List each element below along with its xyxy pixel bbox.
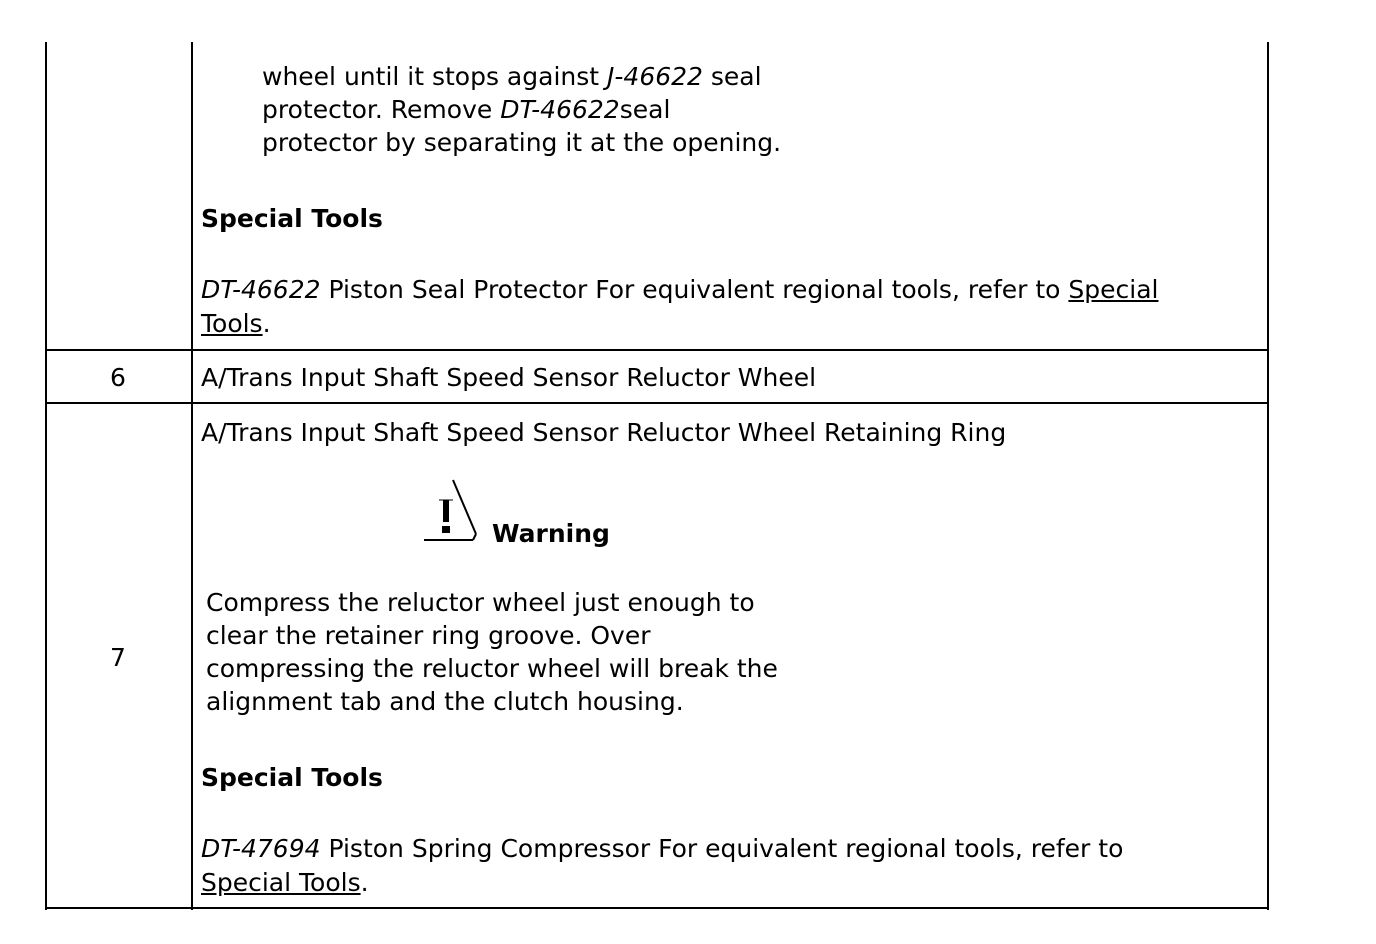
warning-label: Warning	[492, 519, 610, 548]
row-divider	[45, 402, 1269, 404]
special-tools-link[interactable]: Special Tools	[201, 868, 361, 897]
special-tools-link[interactable]: Tools	[201, 309, 263, 338]
step-text-line: protector by separating it at the opening.	[262, 128, 782, 157]
column-divider	[191, 42, 193, 910]
special-tools-heading: Special Tools	[201, 204, 383, 233]
table-right-border	[1267, 42, 1269, 910]
step-number: 6	[110, 363, 126, 392]
special-tools-heading: Special Tools	[201, 763, 383, 792]
step-number: 7	[110, 643, 126, 672]
special-tool-line: Special Tools.	[201, 868, 369, 897]
warning-text-line: Compress the reluctor wheel just enough to	[206, 588, 755, 617]
step-text-line: protector. Remove DT-46622seal	[262, 95, 671, 124]
tool-number: DT-46622	[201, 275, 321, 304]
row-divider	[45, 349, 1269, 351]
tool-number: J-46622	[607, 62, 703, 91]
table-left-border	[45, 42, 47, 910]
special-tool-line: Tools.	[201, 309, 271, 338]
tool-number: DT-47694	[201, 834, 321, 863]
tool-number: DT-46622	[500, 95, 620, 124]
component-name: A/Trans Input Shaft Speed Sensor Reluctor Wheel	[201, 363, 817, 392]
warning-triangle-icon	[421, 478, 481, 544]
special-tools-link[interactable]: Special	[1068, 275, 1159, 304]
warning-text-line: alignment tab and the clutch housing.	[206, 687, 684, 716]
procedure-table	[45, 0, 1269, 910]
warning-text-line: clear the retainer ring groove. Over	[206, 621, 651, 650]
step-text-line: wheel until it stops against J-46622 seal	[262, 62, 762, 91]
special-tool-line: DT-46622 Piston Seal Protector For equivalent regional tools, refer to Special	[201, 275, 1159, 304]
special-tool-line: DT-47694 Piston Spring Compressor For equivalent regional tools, refer to	[201, 834, 1124, 863]
table-bottom-border	[45, 907, 1269, 909]
warning-text-line: compressing the reluctor wheel will break the	[206, 654, 778, 683]
component-name: A/Trans Input Shaft Speed Sensor Reluctor Wheel Retaining Ring	[201, 418, 1007, 447]
